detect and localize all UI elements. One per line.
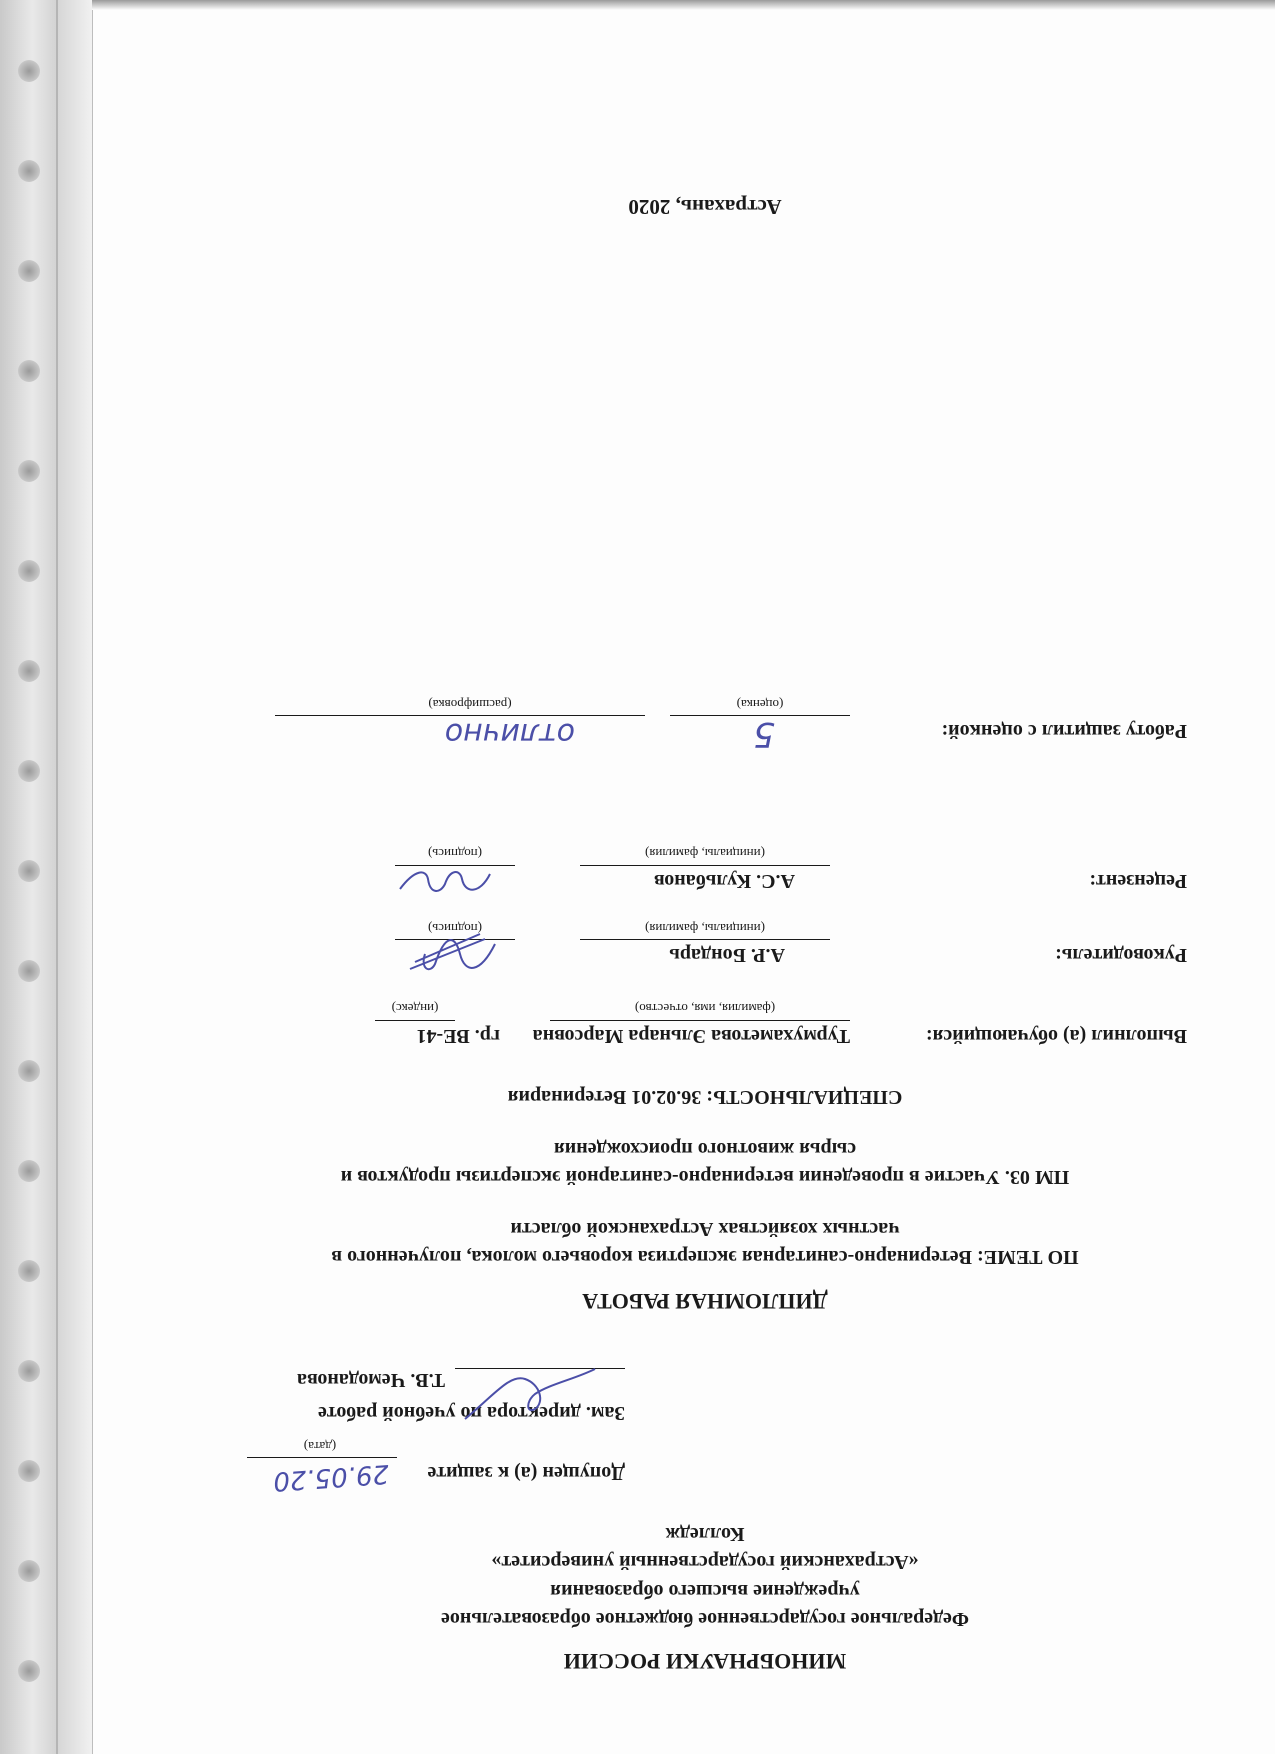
punch-hole [18,860,40,882]
ministry-heading: МИНОБРНАУКИ РОССИИ [563,1649,847,1674]
grade-label: Работу защитил с оценкой: [941,720,1187,742]
reviewer-name-line [580,865,830,866]
thesis-type: ДИПЛОМНАЯ РАБОТА [582,1289,828,1314]
punch-hole [18,960,40,982]
punch-hole [18,1460,40,1482]
module-line-1: ПМ 03. Участие в проведении ветеринарно-санитарной экспертизы продуктов и [340,1166,1070,1188]
punch-hole [18,1560,40,1582]
punch-hole [18,1260,40,1282]
reviewer-label: Рецензент: [1089,870,1187,892]
title-page [165,0,1245,1754]
topic-line-2: частных хозяйствах Астраханской области [510,1218,900,1240]
reviewer-signature [390,854,500,909]
student-name-caption: (фамилия, имя, отчество) [634,1001,776,1016]
supervisor-name-caption: (инициалы, фамилия) [645,921,765,936]
specialty: СПЕЦИАЛЬНОСТЬ: 36.02.01 Ветеринария [507,1086,903,1108]
grade-caption: (оценка) [736,697,784,712]
division-name: Колледж [665,1523,745,1545]
date-line [247,1457,397,1458]
date-caption: (дата) [303,1439,337,1454]
handwritten-grade: 5 [753,714,775,754]
student-label: Выполнил (а) обучающийся: [925,1025,1187,1047]
city-year: Астрахань, 2020 [628,195,782,219]
punch-hole [18,1160,40,1182]
punch-hole [18,560,40,582]
student-name: Турмухаметова Эльнара Марсовна [532,1025,850,1047]
supervisor-label: Руководитель: [1055,944,1187,966]
punch-hole [18,1360,40,1382]
deputy-title: Зам. директора по учебной работе [317,1402,625,1424]
punch-hole [18,160,40,182]
deputy-signature [455,1354,605,1424]
supervisor-name-line [580,939,830,940]
org-line-1: Федеральное государственное бюджетное образовательное [440,1608,970,1630]
grade-decode-caption: (расшифровка) [428,697,512,712]
punch-hole [18,460,40,482]
module-line-2: сырья животного происхождения [553,1138,857,1160]
topic-line-1: ПО ТЕМЕ: Ветеринарно-санитарная экспертиза коровьего молока, полученного в [331,1246,1079,1268]
reviewer-name: А.С. Кульбанов [653,870,795,892]
admission-label: Допущен (а) к защите [427,1462,625,1484]
sleeve-seam [56,0,58,1754]
punch-hole [18,1060,40,1082]
punch-hole [18,360,40,382]
student-group: гр. ВЕ-41 [416,1025,500,1047]
student-name-line [550,1020,850,1021]
supervisor-sign-caption: (подпись) [428,921,482,936]
student-group-line [375,1020,455,1021]
reviewer-name-caption: (инициалы, фамилия) [645,846,765,861]
university-name: «Астраханский государственный университет» [491,1551,919,1573]
punch-hole [18,760,40,782]
deputy-name: Т.В. Чемоданова [297,1369,445,1391]
handwritten-date: 29.05.20 [272,1457,390,1497]
punch-hole [18,60,40,82]
handwritten-grade-word: отлично [444,716,575,751]
supervisor-name: А.Р. Бондарь [669,944,785,966]
org-line-2: учреждение высшего образования [550,1580,860,1602]
punch-hole [18,260,40,282]
punch-hole [18,1660,40,1682]
reviewer-sign-caption: (подпись) [428,846,482,861]
student-group-caption: (индекс) [391,1001,439,1016]
binder-sleeve [0,0,93,1754]
punch-hole [18,660,40,682]
